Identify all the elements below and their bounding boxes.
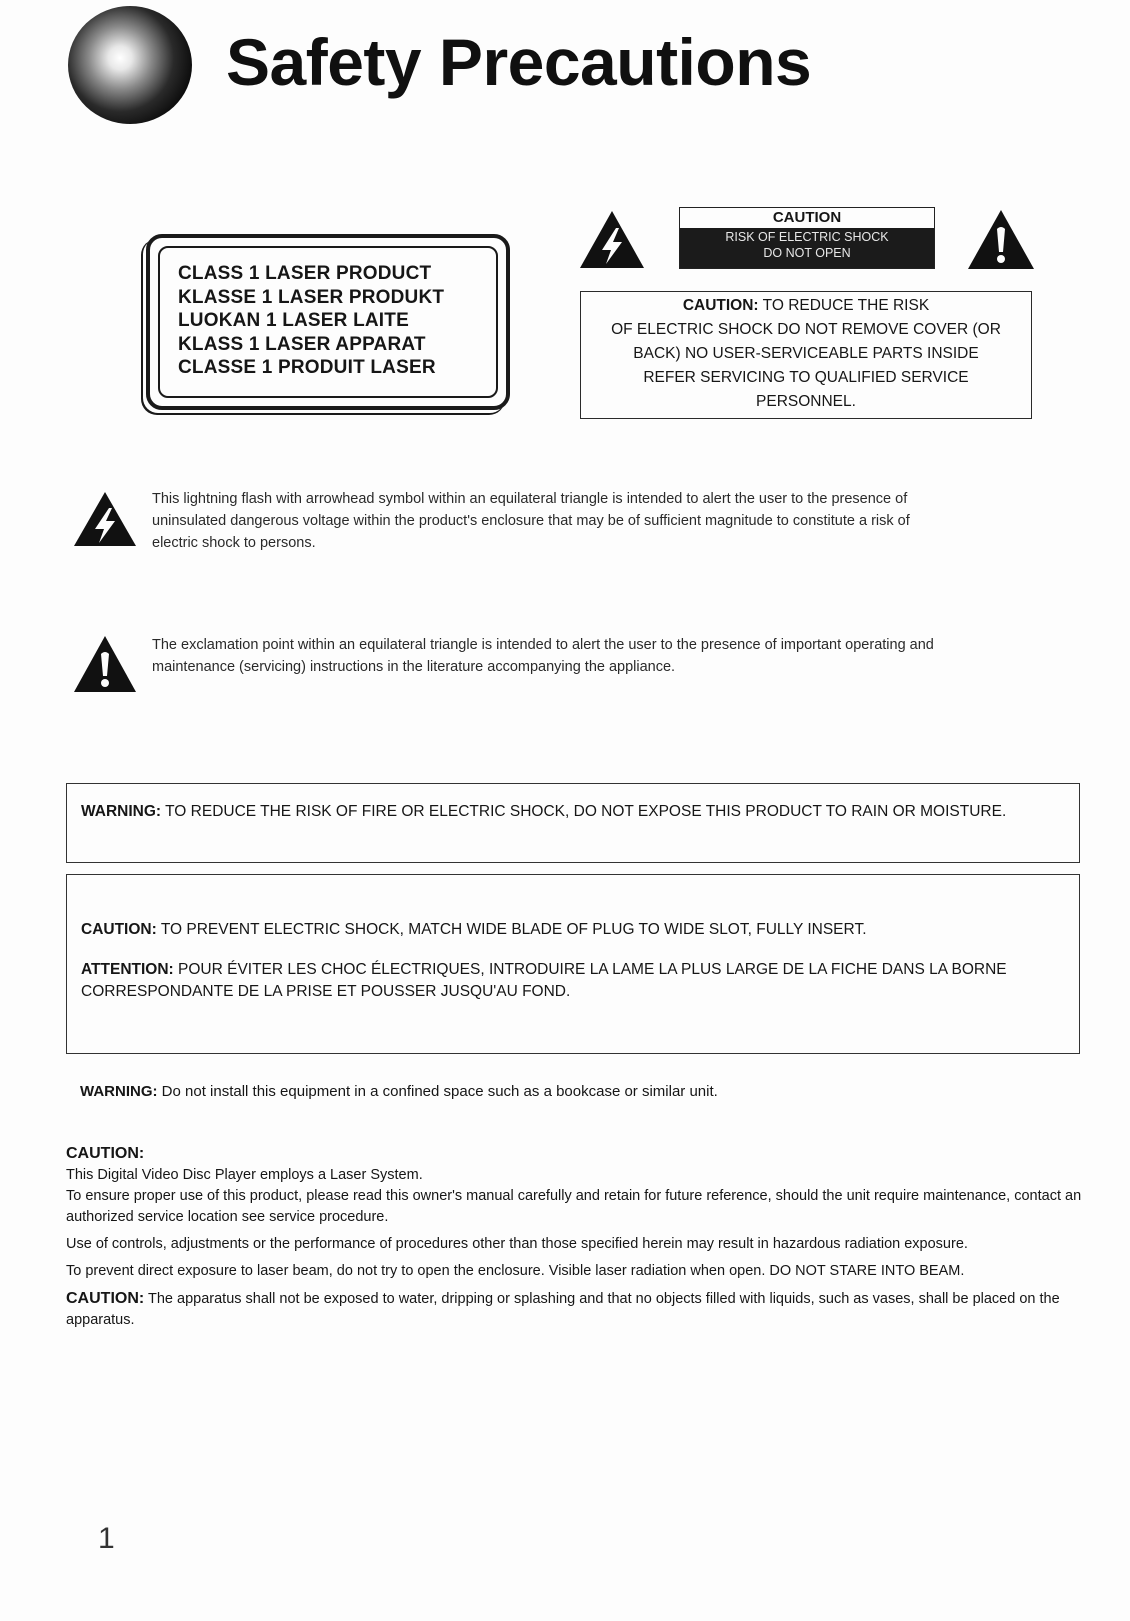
laser-label-line: CLASSE 1 PRODUIT LASER bbox=[178, 357, 436, 378]
caution-plate-line: DO NOT OPEN bbox=[763, 246, 851, 260]
plug-caution-label: CAUTION: bbox=[81, 921, 157, 938]
caution-box-label: CAUTION: bbox=[682, 297, 759, 314]
laser-label-line: KLASS 1 LASER APPARAT bbox=[178, 333, 426, 355]
laser-label-line: CLASS 1 LASER PRODUCT bbox=[178, 263, 432, 284]
laser-label-list bbox=[178, 262, 444, 380]
plug-attention-text: POUR ÉVITER LES CHOC ÉLECTRIQUES, INTRODUIRE LA LAME LA PLUS LARGE DE LA FICHE DANS LA BORNE CORRESPONDANTE DE LA PRISE ET POUSSER JUSQU'AU FOND. bbox=[81, 961, 1007, 1000]
caution-box-text: BACK) NO USER-SERVICEABLE PARTS INSIDE bbox=[633, 345, 979, 362]
plug-caution-box bbox=[66, 874, 1080, 1054]
plug-attention-paragraph bbox=[81, 959, 1063, 1003]
exclamation-triangle-icon bbox=[966, 207, 1036, 271]
caution-box-text: OF ELECTRIC SHOCK DO NOT REMOVE COVER (OR bbox=[611, 321, 1001, 338]
warning-text: TO REDUCE THE RISK OF FIRE OR ELECTRIC SHOCK, DO NOT EXPOSE THIS PRODUCT TO RAIN OR MOISTURE. bbox=[165, 803, 1007, 820]
laser-label-line: LUOKAN 1 LASER LAITE bbox=[178, 310, 409, 331]
caution-paragraph: This Digital Video Disc Player employs a Laser System. bbox=[66, 1167, 423, 1183]
caution-paragraph: Use of controls, adjustments or the performance of procedures other than those specified herein may result in hazardous radiation exposure. bbox=[66, 1236, 968, 1252]
page-title: Safety Precautions bbox=[226, 25, 812, 99]
laser-label-line: KLASSE 1 LASER PRODUKT bbox=[178, 286, 445, 308]
caution-section bbox=[66, 1143, 1096, 1337]
install-warning-label: WARNING: bbox=[80, 1083, 158, 1100]
caution-apparatus-text: The apparatus shall not be exposed to water, dripping or splashing and that no objects filled with liquids, such as vases, shall be placed on the apparatus. bbox=[66, 1291, 1060, 1328]
plug-attention-label: ATTENTION: bbox=[81, 961, 174, 978]
caution-paragraph bbox=[66, 1288, 1096, 1331]
lightning-symbol-description: This lightning flash with arrowhead symbol within an equilateral triangle is intended to alert the user to the presence of uninsulated dangerous voltage within the product's enclosure that may be of sufficient magnitude to constitute a risk of electric shock to persons. bbox=[152, 491, 910, 551]
caution-box-text: REFER SERVICING TO QUALIFIED SERVICE bbox=[643, 369, 969, 386]
install-warning-text: Do not install this equipment in a confined space such as a bookcase or similar unit. bbox=[161, 1083, 718, 1100]
caution-section-heading: CAUTION: bbox=[66, 1145, 145, 1162]
plug-caution-text: TO PREVENT ELECTRIC SHOCK, MATCH WIDE BLADE OF PLUG TO WIDE SLOT, FULLY INSERT. bbox=[160, 921, 867, 938]
install-warning bbox=[80, 1081, 718, 1103]
caution-paragraph: To ensure proper use of this product, please read this owner's manual carefully and retain for future reference, should the unit require maintenance, contact an authorized service location see service procedure. bbox=[66, 1188, 1082, 1225]
caution-plate-line: RISK OF ELECTRIC SHOCK bbox=[725, 230, 889, 244]
warning-label: WARNING: bbox=[81, 803, 162, 820]
title-orb-icon bbox=[68, 6, 192, 124]
exclamation-triangle-icon bbox=[72, 634, 138, 694]
caution-box-text: TO REDUCE THE RISK bbox=[762, 297, 930, 314]
caution-box-text: PERSONNEL. bbox=[756, 393, 856, 410]
warning-box bbox=[66, 783, 1080, 863]
lightning-triangle-icon bbox=[72, 490, 138, 548]
caution-box bbox=[580, 291, 1032, 419]
laser-class-label bbox=[146, 234, 510, 410]
plug-caution-paragraph bbox=[81, 919, 1063, 941]
lightning-triangle-icon bbox=[578, 208, 646, 270]
exclamation-symbol-description: The exclamation point within an equilateral triangle is intended to alert the user to the presence of important operating and maintenance (servicing) instructions in the literature accompanying the appliance. bbox=[152, 637, 934, 675]
page-number: 1 bbox=[98, 1522, 115, 1555]
caution-plate-heading: CAUTION bbox=[680, 208, 934, 228]
caution-apparatus-label: CAUTION: bbox=[66, 1290, 145, 1307]
caution-plate bbox=[679, 207, 935, 269]
caution-paragraph: To prevent direct exposure to laser beam, do not try to open the enclosure. Visible laser radiation when open. DO NOT STARE INTO BEAM. bbox=[66, 1263, 965, 1279]
